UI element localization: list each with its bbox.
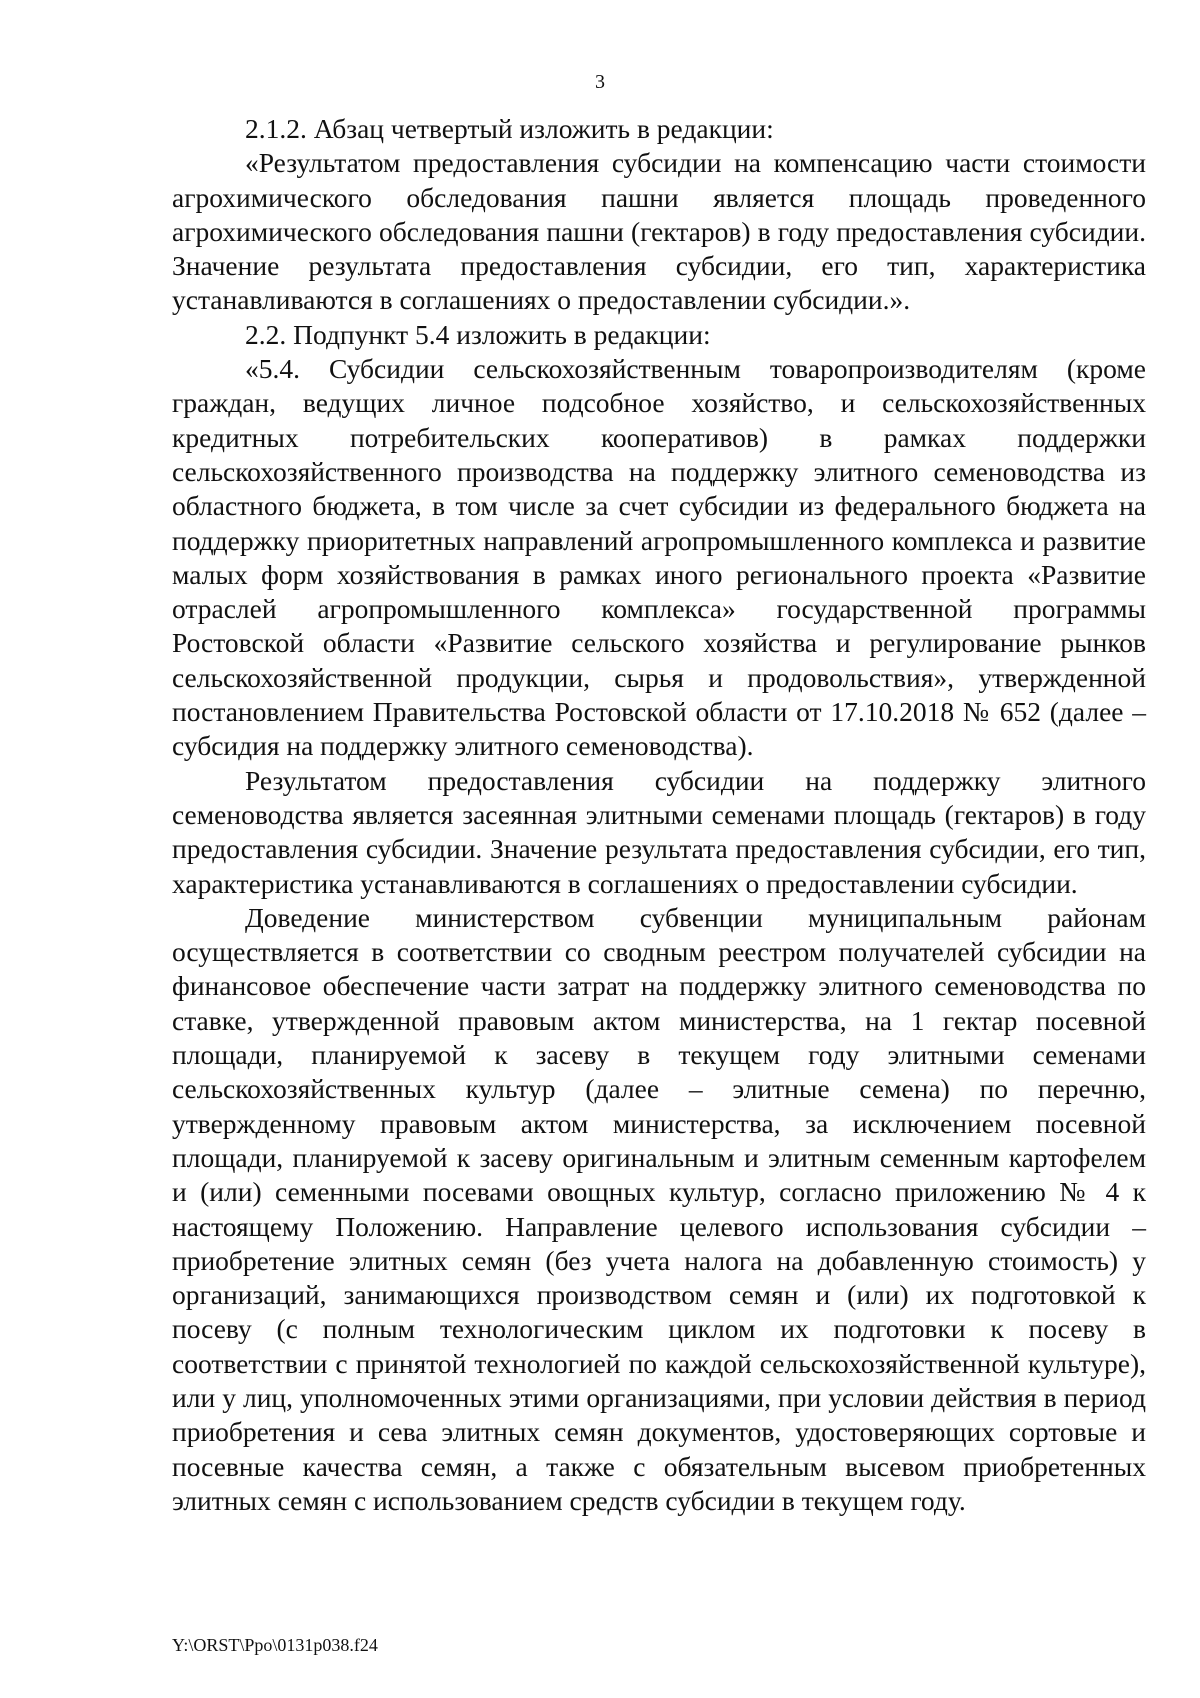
paragraph-subvention-procedure: Доведение министерством субвенции муниципальным районам осуществляется в соответствии со сводным реестром получателей субсидии на финансовое обеспечение части затрат на поддержку элитного семеноводства по ставке, утвержденной правовым актом министерства, на 1 гектар посевной площади, планируемой к засеву в текущем году элитными семенами сельскохозяйственных культур (далее – элитные семена) по перечню, утвержденному правовым актом министерства, за исключением посевной площади, планируемой к засеву оригинальным и элитным семенным картофелем и (или) семенными посевами овощных культур, согласно приложению № 4 к настоящему Положению. Направление целевого использования субсидии – приобретение элитных семян (без учета налога на добавленную стоимость) у организаций, занимающихся производством семян и (или) их подготовкой к посеву (с полным технологическим циклом их подготовки к посеву в соответствии с принятой технологией по каждой сельскохозяйственной культуре), или у лиц, уполномоченных этими организациями, при условии действия в период приобретения и сева элитных семян документов, удостоверяющих сортовые и посевные качества семян, а также с обязательным высевом приобретенных элитных семян с использованием средств субсидии в текущем году. <box>172 901 1146 1516</box>
paragraph-subpoint-5-4: «5.4. Субсидии сельскохозяйственным товаропроизводителям (кроме граждан, ведущих личное подсобное хозяйство, и сельскохозяйственных кредитных потребительских кооперативов) в рамках поддержки сельскохозяйственного производства на поддержку элитного семеноводства из областного бюджета, в том числе за счет субсидии из федерального бюджета на поддержку приоритетных направлений агропромышленного комплекса и развитие малых форм хозяйствования в рамках иного регионального проекта «Развитие отраслей агропромышленного комплекса» государственной программы Ростовской области «Развитие сельского хозяйства и регулирование рынков сельскохозяйственной продукции, сырья и продовольствия», утвержденной постановлением Правительства Ростовской области от 17.10.2018 № 652 (далее – субсидия на поддержку элитного семеноводства). <box>172 353 1146 762</box>
paragraph-amendment-2-2: 2.2. Подпункт 5.4 изложить в редакции: <box>245 318 711 350</box>
page-number: 3 <box>595 71 605 93</box>
paragraph-result-agrochemical: «Результатом предоставления субсидии на компенсацию части стоимости агрохимического обследования пашни является площадь проведенного агрохимического обследования пашни (гектаров) в году предоставления субсидии. Значение результата предоставления субсидии, его тип, характеристика устанавливаются в соглашениях о предоставлении субсидии.». <box>172 147 1146 316</box>
document-body <box>172 112 1146 1518</box>
paragraph-amendment-2-1-2: 2.1.2. Абзац четвертый изложить в редакции: <box>245 113 774 144</box>
file-path-footer: Y:\ORST\Ppo\0131p038.f24 <box>172 1635 378 1655</box>
paragraph-result-elite-seeds: Результатом предоставления субсидии на поддержку элитного семеноводства является засеянная элитными семенами площадь (гектаров) в году предоставления субсидии. Значение результата предоставления субсидии, его тип, характеристика устанавливаются в соглашениях о предоставлении субсидии. <box>172 764 1146 899</box>
